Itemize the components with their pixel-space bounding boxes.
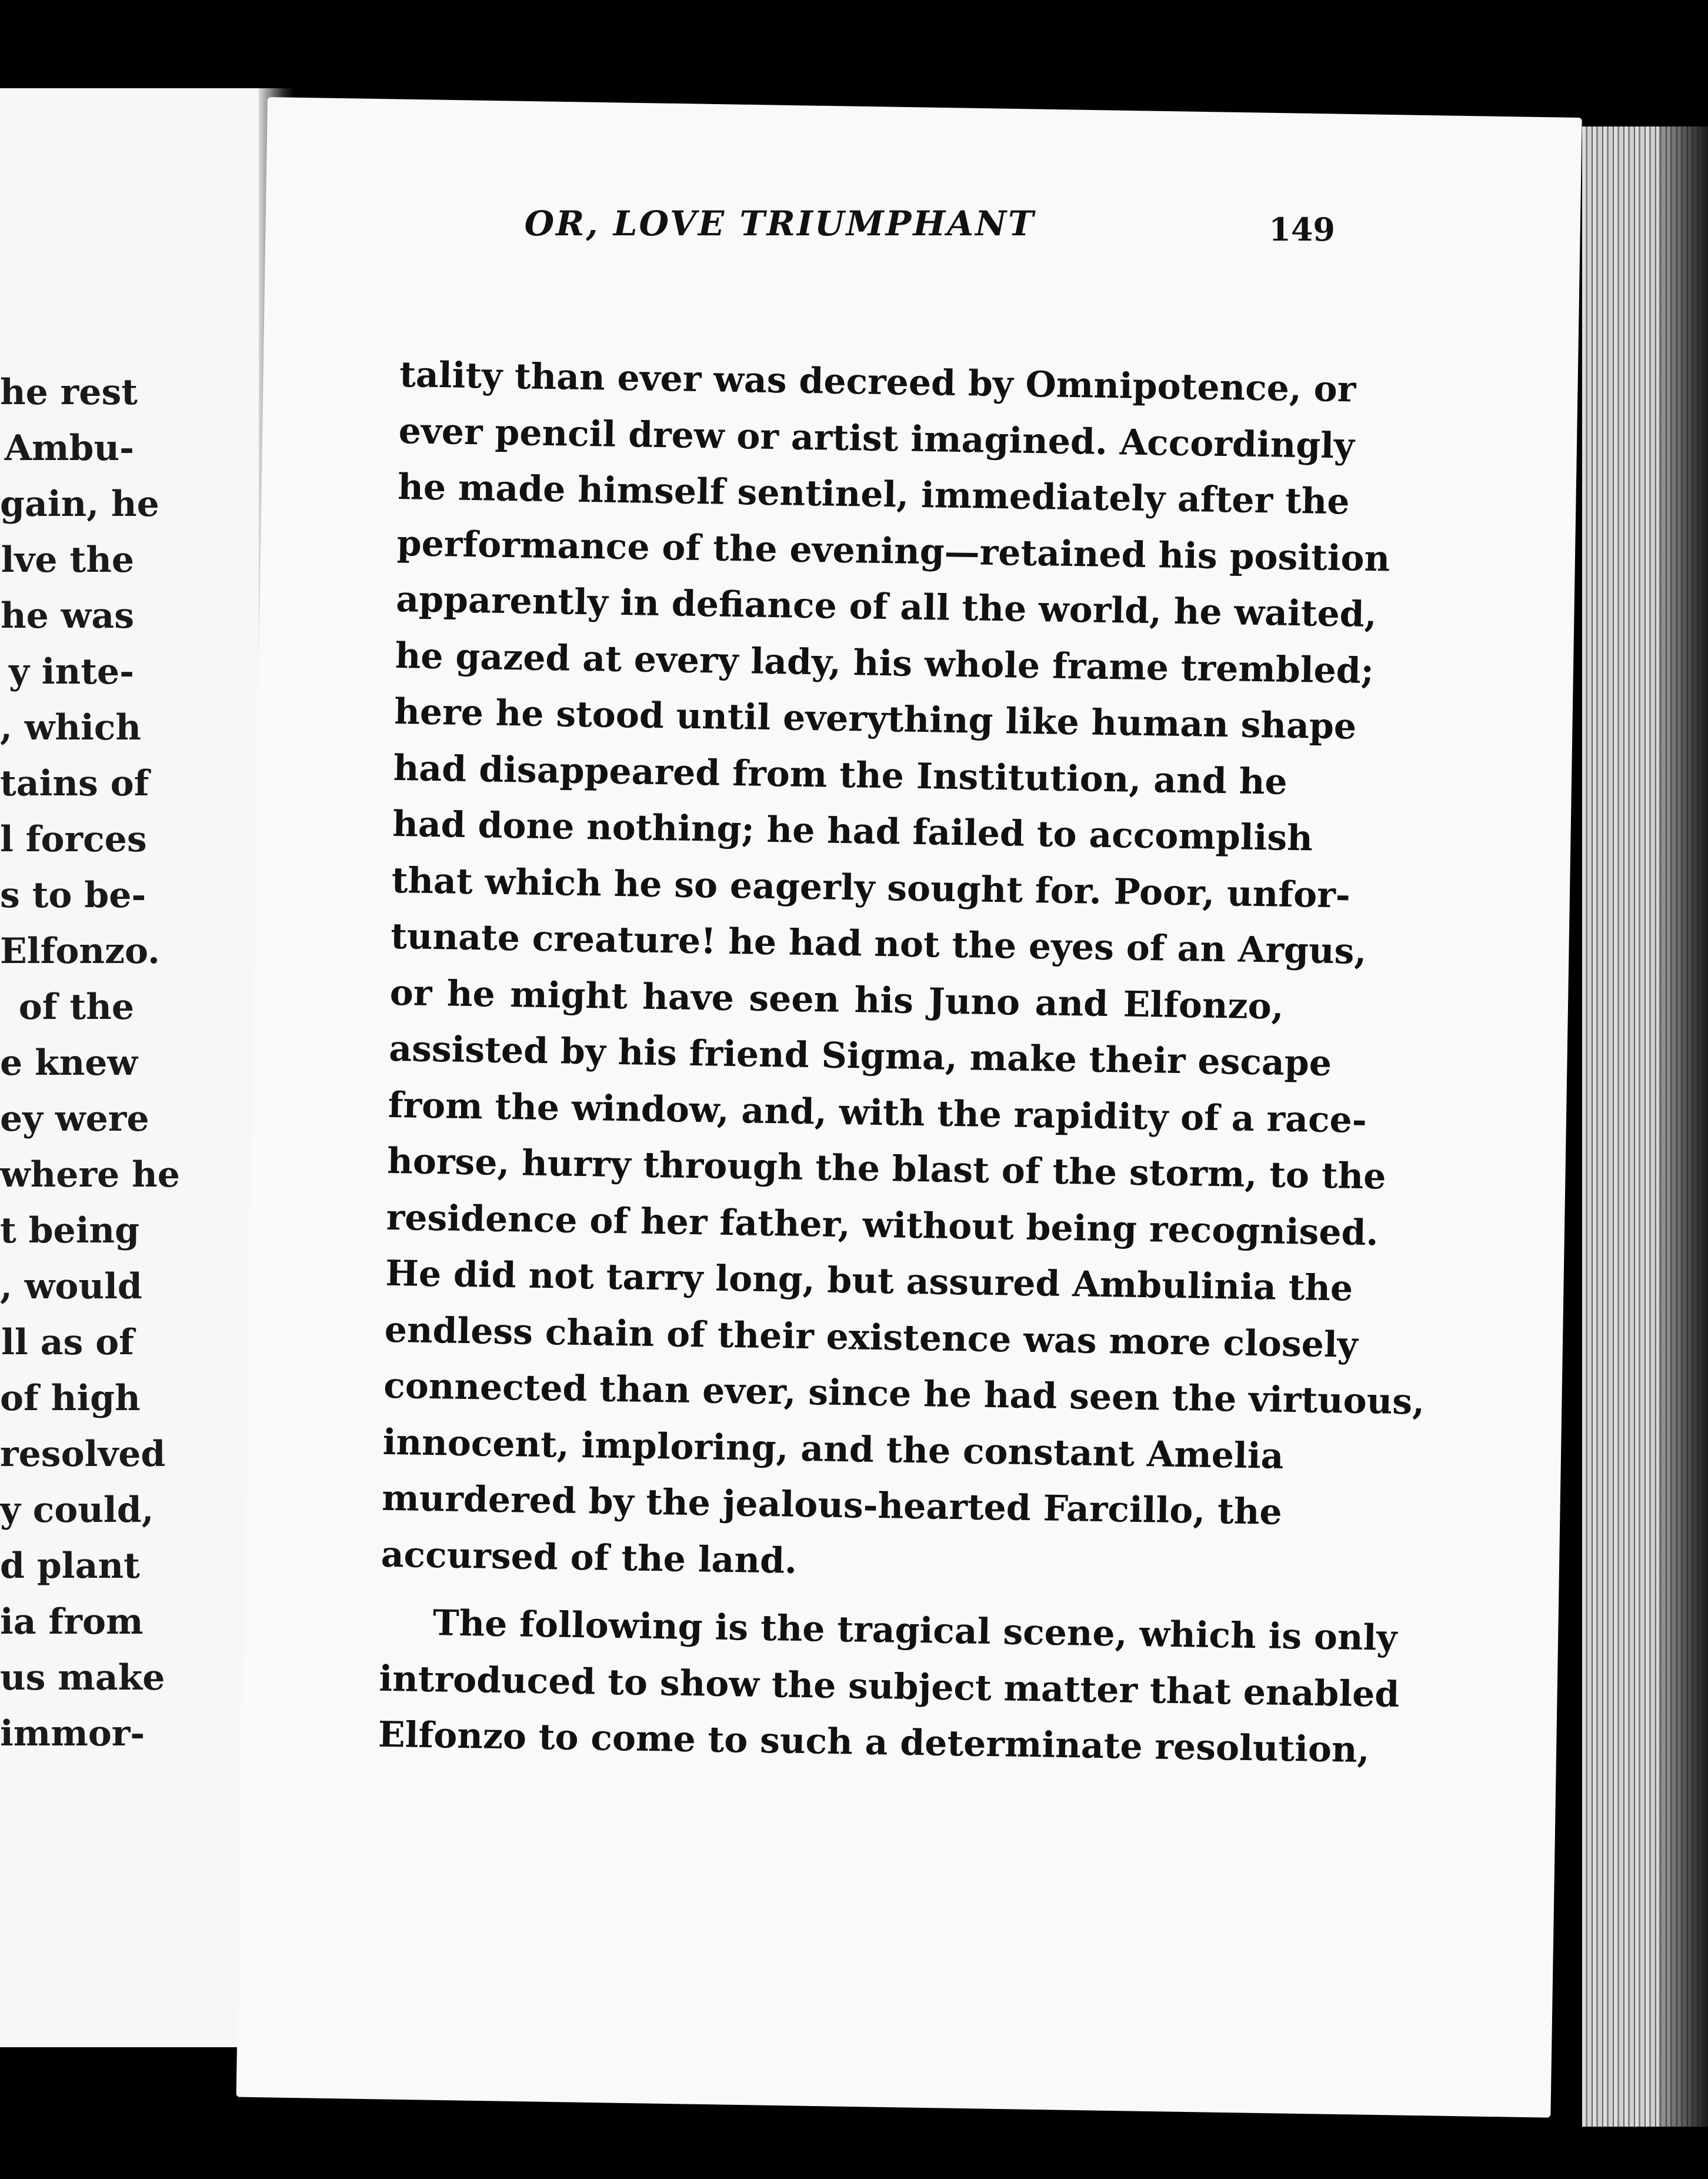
text-line: he made himself sentinel, immediately after the bbox=[397, 466, 1350, 523]
text-line: The following is the tragical scene, which is only bbox=[432, 1602, 1397, 1659]
left-line: e knew bbox=[0, 1042, 138, 1084]
text-line: tality than ever was decreed by Omnipotence, or bbox=[399, 354, 1356, 411]
text-line: had disappeared from the Institution, and he bbox=[393, 747, 1288, 803]
text-line: that which he so eagerly sought for. Poor, unfor- bbox=[391, 859, 1351, 916]
left-line: d plant bbox=[0, 1545, 140, 1587]
left-line: , would bbox=[0, 1266, 142, 1307]
paragraph bbox=[378, 1595, 1400, 1777]
text-line: performance of the evening—retained his position bbox=[396, 522, 1390, 579]
left-page-text bbox=[0, 365, 180, 1762]
text-line: tunate creature! he had not the eyes of an Argus, bbox=[390, 915, 1367, 972]
text-line: murdered by the jealous-hearted Farcillo, the bbox=[381, 1477, 1283, 1533]
left-line: Elfonzo. bbox=[0, 931, 160, 972]
left-line: y inte- bbox=[9, 651, 134, 692]
text-line: horse, hurry through the blast of the storm, to the bbox=[386, 1140, 1386, 1198]
text-line: innocent, imploring, and the constant Amelia bbox=[382, 1421, 1284, 1477]
text-line: he gazed at every lady, his whole frame trembled; bbox=[395, 635, 1375, 692]
text-line: apparently in defiance of all the world, he waited, bbox=[395, 578, 1377, 636]
page-number: 149 bbox=[1269, 211, 1335, 248]
left-line: us make bbox=[0, 1657, 165, 1698]
left-line: , which bbox=[0, 707, 141, 748]
left-line: t being bbox=[0, 1210, 140, 1251]
left-line: tains of bbox=[0, 763, 149, 804]
left-line: he was bbox=[1, 595, 134, 637]
text-line: Elfonzo to come to such a determinate resolution, bbox=[378, 1714, 1370, 1771]
left-line: ey were bbox=[0, 1098, 149, 1140]
left-line: where he bbox=[0, 1154, 180, 1195]
paragraph bbox=[381, 347, 1425, 1597]
running-head: OR, LOVE TRIUMPHANT bbox=[524, 204, 1036, 244]
text-line: or he might have seen his Juno and Elfonzo, bbox=[389, 972, 1285, 1028]
text-line: ever pencil drew or artist imagined. Accordingly bbox=[398, 410, 1355, 467]
text-line: from the window, and, with the rapidity of a race- bbox=[388, 1084, 1367, 1141]
left-line: s to be- bbox=[0, 875, 146, 916]
left-line: Ambu- bbox=[4, 428, 134, 469]
text-line: here he stood until everything like human shape bbox=[393, 691, 1357, 748]
text-line: introduced to show the subject matter that enabled bbox=[378, 1658, 1400, 1715]
left-line: immor- bbox=[0, 1713, 145, 1754]
left-line: he rest bbox=[0, 372, 138, 413]
left-line: l forces bbox=[0, 819, 147, 860]
left-line: lve the bbox=[1, 539, 134, 581]
left-line: y could, bbox=[0, 1490, 154, 1531]
left-line: of high bbox=[0, 1378, 141, 1419]
text-line: assisted by his friend Sigma, make their escape bbox=[388, 1028, 1332, 1085]
text-line: He did not tarry long, but assured Ambulinia the bbox=[385, 1252, 1353, 1310]
page-edge-shadow bbox=[1659, 126, 1708, 2127]
left-line: of the bbox=[18, 987, 134, 1028]
text-line: endless chain of their existence was more closely bbox=[384, 1309, 1359, 1366]
text-line: accursed of the land. bbox=[381, 1534, 798, 1582]
left-line: resolved bbox=[0, 1434, 166, 1475]
body-text bbox=[378, 347, 1425, 1777]
left-line: gain, he bbox=[0, 484, 159, 525]
left-line: ia from bbox=[0, 1601, 144, 1642]
text-line: connected than ever, since he had seen the virtuous, bbox=[383, 1365, 1425, 1423]
text-line: residence of her father, without being recognised. bbox=[386, 1197, 1379, 1254]
text-line: had done nothing; he had failed to accomplish bbox=[392, 803, 1313, 859]
left-line: ll as of bbox=[1, 1322, 134, 1363]
